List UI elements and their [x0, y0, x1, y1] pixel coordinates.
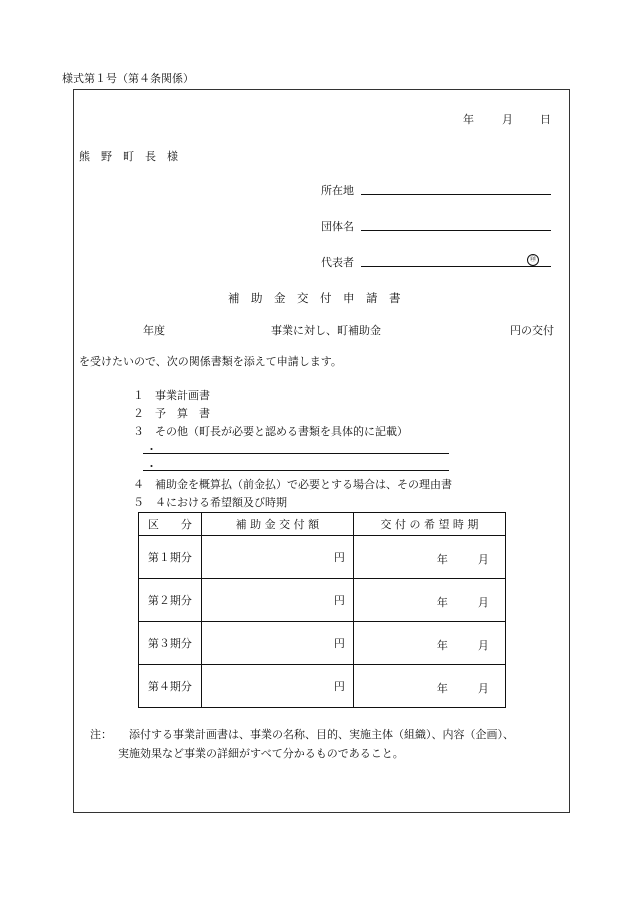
yen-unit: 円	[333, 594, 345, 607]
timing-cell[interactable]	[353, 579, 505, 622]
item-3: ３ その他（町長が必要と認める書類を具体的に記載）	[133, 425, 408, 438]
year-unit: 年	[436, 682, 448, 695]
header-amount: 補 助 金 交 付 額	[201, 513, 353, 536]
year-unit: 年	[436, 553, 448, 566]
table-row	[139, 579, 506, 622]
period-cell: 第１期分	[139, 536, 202, 579]
date-day-label: 日	[540, 113, 551, 126]
timing-cell[interactable]	[353, 665, 505, 708]
table-header-row	[139, 513, 506, 536]
yen-unit: 円	[333, 637, 345, 650]
fiscal-year-label: 年度	[143, 324, 165, 337]
note-label: 注：	[90, 728, 112, 741]
item-3-line-1[interactable]	[143, 453, 449, 454]
period-cell: 第３期分	[139, 622, 202, 665]
item-4: ４ 補助金を概算払（前金払）で必要とする場合は、その理由書	[133, 478, 452, 491]
representative-field[interactable]	[361, 266, 551, 267]
representative-label: 代表者	[321, 256, 354, 269]
amount-cell[interactable]	[201, 622, 353, 665]
header-period: 区 分	[139, 513, 202, 536]
header-timing: 交 付 の 希 望 時 期	[353, 513, 505, 536]
form-title: 補 助 金 交 付 申 請 書	[228, 291, 401, 305]
month-unit: 月	[477, 639, 489, 652]
year-unit: 年	[436, 596, 448, 609]
seal-mark: ㊞	[527, 254, 539, 266]
item-5: ５ ４における希望額及び時期	[133, 496, 287, 509]
table-row	[139, 536, 506, 579]
addressee: 熊 野 町 長 様	[79, 150, 178, 163]
organization-label: 団体名	[321, 220, 354, 233]
timing-cell[interactable]	[353, 536, 505, 579]
amount-cell[interactable]	[201, 665, 353, 708]
year-unit: 年	[436, 639, 448, 652]
period-cell: 第２期分	[139, 579, 202, 622]
form-number: 様式第１号（第４条関係）	[62, 72, 194, 85]
item-3-bullet-2: ・	[146, 460, 157, 473]
project-text: 事業に対し、町補助金	[271, 324, 381, 337]
date-year-label: 年	[463, 113, 474, 126]
organization-field[interactable]	[361, 230, 551, 231]
body-line-2: を受けたいので、次の関係書類を添えて申請します。	[79, 355, 342, 368]
payment-schedule-table	[138, 512, 506, 708]
item-2: ２ 予 算 書	[133, 407, 210, 420]
table-row	[139, 622, 506, 665]
note-line-2: 実施効果など事業の詳細がすべて分かるものであること。	[118, 747, 404, 760]
period-cell: 第４期分	[139, 665, 202, 708]
table-row	[139, 665, 506, 708]
month-unit: 月	[477, 682, 489, 695]
yen-unit: 円	[333, 680, 345, 693]
item-3-line-2[interactable]	[143, 470, 449, 471]
item-3-bullet-1: ・	[146, 443, 157, 456]
yen-unit: 円	[333, 551, 345, 564]
amount-cell[interactable]	[201, 579, 353, 622]
month-unit: 月	[477, 553, 489, 566]
date-month-label: 月	[502, 113, 513, 126]
address-label: 所在地	[321, 184, 354, 197]
address-field[interactable]	[361, 194, 551, 195]
amount-cell[interactable]	[201, 536, 353, 579]
item-1: １ 事業計画書	[133, 389, 210, 402]
timing-cell[interactable]	[353, 622, 505, 665]
yen-grant-text: 円の交付	[510, 324, 554, 337]
note-line-1: 添付する事業計画書は、事業の名称、目的、実施主体（組織）、内容（企画）、	[129, 728, 514, 741]
month-unit: 月	[477, 596, 489, 609]
